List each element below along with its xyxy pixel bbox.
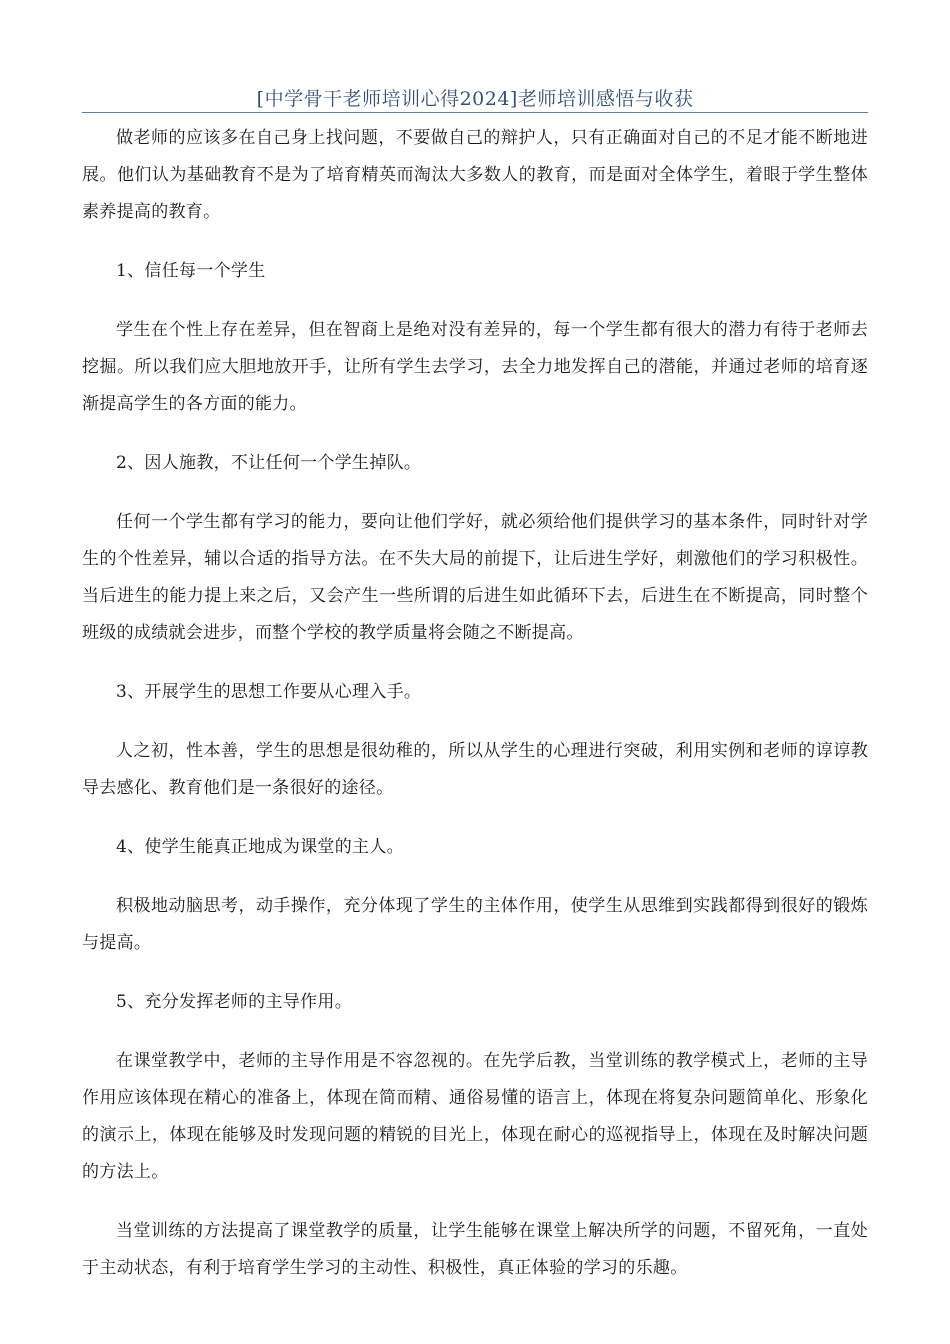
section-heading-3: 3、开展学生的思想工作要从心理入手。 <box>116 682 422 702</box>
paragraph-6: 当堂训练的方法提高了课堂教学的质量，让学生能够在课堂上解决所学的问题，不留死角，一直处于主动状态，有利于培育学生学习的主动性、积极性，真正体验的学习的乐趣。 <box>82 1221 868 1278</box>
paragraph-2: 任何一个学生都有学习的能力，要向让他们学好，就必须给他们提供学习的基本条件，同时针对学生的个性差异，辅以合适的指导方法。在不失大局的前提下，让后进生学好，刺激他们的学习积极性。当后进生的能力提上来之后，又会产生一些所谓的后进生如此循环下去，后进生在不断提高，同时整个班级的成绩就会进步，而整个学校的教学质量将会随之不断提高。 <box>82 512 868 643</box>
paragraph-3: 人之初，性本善，学生的思想是很幼稚的，所以从学生的心理进行突破，利用实例和老师的谆谆教导去感化、教育他们是一条很好的途径。 <box>82 741 868 798</box>
section-heading-4: 4、使学生能真正地成为课堂的主人。 <box>116 837 404 857</box>
page-title: [中学骨干老师培训心得2024]老师培训感悟与收获 <box>256 88 694 110</box>
paragraph-5: 在课堂教学中，老师的主导作用是不容忽视的。在先学后教，当堂训练的教学模式上，老师的主导作用应该体现在精心的准备上，体现在简而精、通俗易懂的语言上，体现在将复杂问题简单化、形象化的演示上，体现在能够及时发现问题的精锐的目光上，体现在耐心的巡视指导上，体现在及时解决问题的方法上。 <box>82 1051 868 1182</box>
section-heading-1: 1、信任每一个学生 <box>116 261 266 281</box>
paragraph-1: 学生在个性上存在差异，但在智商上是绝对没有差异的，每一个学生都有很大的潜力有待于老师去挖掘。所以我们应大胆地放开手，让所有学生去学习，去全力地发挥自己的潜能，并通过老师的培育逐渐提高学生的各方面的能力。 <box>82 320 868 414</box>
paragraph-4: 积极地动脑思考，动手操作，充分体现了学生的主体作用，使学生从思维到实践都得到很好的锻炼与提高。 <box>82 896 868 953</box>
paragraph-intro: 做老师的应该多在自己身上找问题，不要做自己的辩护人，只有正确面对自己的不足才能不断地进展。他们认为基础教育不是为了培育精英而淘汰大多数人的教育，而是面对全体学生，着眼于学生整体素养提高的教育。 <box>82 128 868 222</box>
document-body <box>82 120 868 1287</box>
page-header <box>82 78 868 113</box>
section-heading-2: 2、因人施教，不让任何一个学生掉队。 <box>116 453 422 473</box>
section-heading-5: 5、充分发挥老师的主导作用。 <box>116 992 353 1012</box>
